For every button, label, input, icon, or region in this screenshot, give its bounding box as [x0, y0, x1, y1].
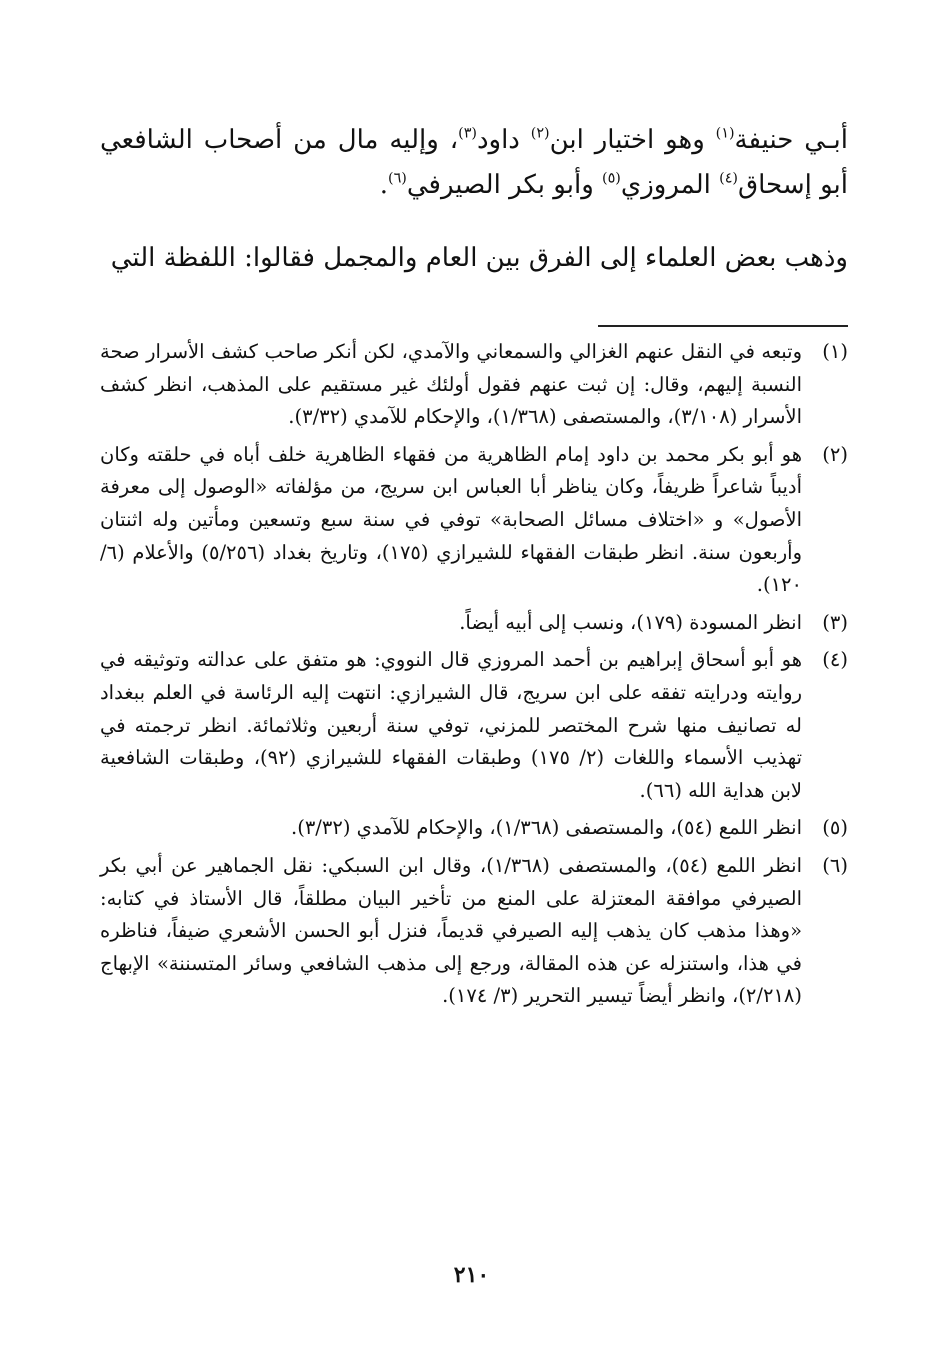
text-run: وأبو بكر الصيرفي	[406, 170, 603, 200]
footnote-number: (٥)	[822, 816, 848, 840]
footnote-3	[100, 607, 848, 640]
footnote-ref-6[interactable]: (٦)	[388, 170, 407, 187]
footnote-number: (٤)	[822, 648, 848, 672]
footnote-text: انظر المسودة (١٧٩)، ونسب إلى أبيه أيضاً.	[459, 610, 802, 634]
footnote-text: وتبعه في النقل عنهم الغزالي والسمعاني والآمدي، لكن أنكر صاحب كشف الأسرار صحة النسبة إليهم، وقال: إن ثبت عنهم فقول أولئك غير مستقيم على المذهب، انظر كشف الأسرار (٣/١٠٨)، والمستصفى (١/٣٦٨)، والإحكام للآمدي (٣/٣٢).	[100, 340, 802, 429]
footnote-number: (١)	[822, 340, 848, 363]
footnote-text: انظر اللمع (٥٤)، والمستصفى (١/٣٦٨)، وقال ابن السبكي: نقل الجماهير عن أبي بكر الصيرفي موافقة المعتزلة على المنع من تأخير البيان مطلقاً، قال الأستاذ في كتابه: «وهذا مذهب كان يذهب إليه الصيرفي قديماً، فنزل أبو الحسن الأشعري ضيفاً، فناظره في هذا، واستنزله عن هذه المقالة، ورجع إلى مذهب الشافعي وسائر المتسننة» الإبهاج (٢/٢١٨)، وانظر أيضاً تيسير التحرير (٣/ ١٧٤).	[100, 853, 803, 1008]
footnote-2	[100, 439, 848, 602]
footnote-text: هو أبو بكر محمد بن داود إمام الظاهرية من فقهاء الظاهرية خلف أباه في حلقته وكان أديباً شاعراً ظريفاً، وكان يناظر أبا العباس ابن سريج، من مؤلفاته «الوصول إلى معرفة الأصول» و «اختلاف مسائل الصحابة» توفي في سنة سبع وتسعين ومأتين وله اثنتان وأربعون سنة. انظر طبقات الفقهاء للشيرازي (١٧٥)، وتاريخ بغداد (٥/٢٥٦) والأعلام (٦/ ١٢٠).	[100, 442, 802, 597]
text-run: وهو اختيار ابن	[549, 125, 716, 155]
main-text	[100, 118, 848, 281]
footnote-number: (٣)	[822, 610, 848, 634]
text-run: أبـي حنيفة	[734, 125, 848, 155]
footnote-ref-1[interactable]: (١)	[715, 125, 735, 142]
text-run: داود	[476, 125, 531, 155]
footnote-ref-4[interactable]: (٤)	[719, 170, 738, 187]
footnote-text: انظر اللمع (٥٤)، والمستصفى (١/٣٦٨)، والإحكام للآمدي (٣/٣٢).	[291, 816, 802, 840]
page-number: ٢١٠	[453, 1262, 490, 1288]
footnote-number: (٢)	[822, 442, 848, 466]
footnote-separator	[598, 325, 848, 327]
footnote-ref-2[interactable]: (٢)	[530, 125, 550, 142]
text-run: ، وإليه مال من أصحاب الشافعي أبو إسحاق	[100, 125, 848, 200]
text-run: المروزي	[620, 170, 720, 200]
footnote-ref-3[interactable]: (٣)	[458, 125, 477, 142]
text-run: .	[379, 170, 388, 200]
footnotes	[100, 336, 848, 1018]
main-paragraph-1	[100, 118, 848, 208]
footnote-text: هو أبو أسحاق إبراهيم بن أحمد المروزي قال النووي: هو متفق على عدالته وتوثيقه في روايته ودرايته تفقه على ابن سريج، قال الشيرازي: انتهت إليه الرئاسة في العلم ببغداد له تصانيف منها شرح المختصر للمزني، توفي سنة أربعين وثلاثمائة. انظر ترجمته في تهذيب الأسماء واللغات (٢/ ١٧٥) وطبقات الفقهاء للشيرازي (٩٢)، وطبقات الشافعية لابن هداية الله (٦٦).	[100, 648, 802, 802]
footnote-number: (٦)	[822, 853, 848, 877]
footnote-ref-5[interactable]: (٥)	[602, 170, 621, 187]
footnote-4	[100, 644, 848, 807]
footnote-6	[100, 850, 848, 1013]
main-paragraph-2: وذهب بعض العلماء إلى الفرق بين العام والمجمل فقالوا: اللفظة التي	[110, 243, 848, 273]
footnote-1	[100, 336, 848, 434]
footnote-5	[100, 812, 848, 845]
